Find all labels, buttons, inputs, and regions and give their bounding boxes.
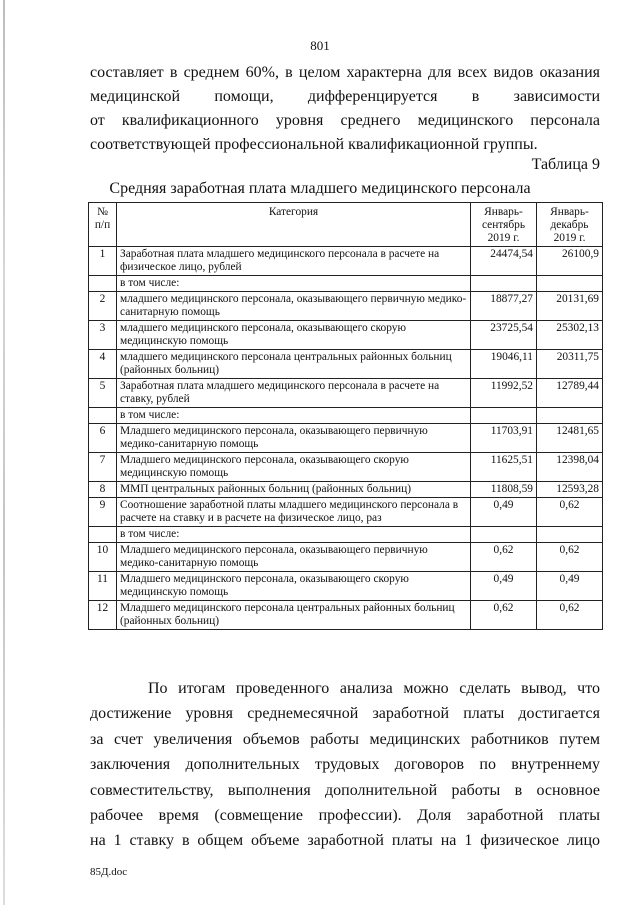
intro-paragraph [90,61,600,157]
row-category: младшего медицинского персонала, оказывающего первичную медико-санитарную помощь [117,292,471,321]
row-value-period-2: 0,49 [537,572,603,601]
row-number: 6 [89,424,117,453]
row-number: 3 [89,321,117,350]
table-body [89,247,603,630]
row-number: 10 [89,543,117,572]
row-number: 4 [89,350,117,379]
row-number: 5 [89,379,117,408]
row-value-period-2 [537,527,603,543]
row-category: в том числе: [117,527,471,543]
header-category: Категория [117,203,471,247]
row-category: Младшего медицинского персонала, оказывающего скорую медицинскую помощь [117,572,471,601]
row-value-period-2 [537,276,603,292]
row-category: младшего медицинского персонала центральных районных больниц (районных больниц) [117,350,471,379]
row-category: Младшего медицинского персонала, оказывающего скорую медицинскую помощь [117,453,471,482]
table-row [89,453,603,482]
table-header-row [89,203,603,247]
conclusion-line: По итогам проведенного анализа можно сделать вывод, что [148,680,600,697]
row-value-period-2: 20131,69 [537,292,603,321]
row-value-period-1: 24474,54 [471,247,537,276]
intro-line: соответствующей профессиональной квалификационной группы. [90,136,538,153]
table-title: Средняя заработная плата младшего медицинского персонала [109,180,531,197]
row-category: в том числе: [117,408,471,424]
salary-table [88,202,603,630]
row-value-period-1: 11992,52 [471,379,537,408]
row-number [89,527,117,543]
page-number: 801 [310,38,330,53]
row-number: 11 [89,572,117,601]
table-row [89,527,603,543]
table-row [89,408,603,424]
table-row [89,321,603,350]
table-row [89,482,603,498]
table-row [89,247,603,276]
conclusion-line: рабочее время (совмещение профессии). Доля заработной платы [90,806,600,824]
row-category: Заработная плата младшего медицинского персонала в расчете на физическое лицо, рублей [117,247,471,276]
table-row [89,379,603,408]
conclusion-line: заключения дополнительных трудовых договоров по внутреннему [90,756,600,774]
row-category: Младшего медицинского персонала, оказывающего первичную медико-санитарную помощь [117,543,471,572]
conclusion-paragraph [90,676,600,854]
row-value-period-2: 0,62 [537,498,603,527]
table-row [89,498,603,527]
header-period-1: Январь-сентябрь 2019 г. [471,203,537,247]
header-period-2: Январь-декабрь 2019 г. [537,203,603,247]
row-value-period-2: 0,62 [537,601,603,630]
row-number: 12 [89,601,117,630]
scan-edge-line [3,0,5,905]
row-number: 8 [89,482,117,498]
row-value-period-2: 12481,65 [537,424,603,453]
row-value-period-1: 11703,91 [471,424,537,453]
row-number: 1 [89,247,117,276]
intro-line: от квалификационного уровня среднего медицинского персонала [90,112,600,129]
row-value-period-1: 0,49 [471,498,537,527]
conclusion-line: совместительству, выполнения дополнительной работы в основное [90,781,600,799]
row-value-period-1 [471,408,537,424]
row-value-period-2: 0,62 [537,543,603,572]
row-value-period-1: 19046,11 [471,350,537,379]
row-category: Заработная плата младшего медицинского персонала в расчете на ставку, рублей [117,379,471,408]
row-value-period-2: 12789,44 [537,379,603,408]
conclusion-line: за счет увеличения объемов работы медицинских работников путем [90,730,600,748]
row-value-period-1: 11808,59 [471,482,537,498]
row-value-period-1: 0,49 [471,572,537,601]
row-number: 9 [89,498,117,527]
row-value-period-1: 23725,54 [471,321,537,350]
row-value-period-1 [471,276,537,292]
row-value-period-1: 11625,51 [471,453,537,482]
row-value-period-2: 12593,28 [537,482,603,498]
row-number [89,276,117,292]
table-row [89,276,603,292]
row-category: младшего медицинского персонала, оказывающего скорую медицинскую помощь [117,321,471,350]
intro-line: медицинской помощи, дифференцируется в зависимости [90,88,600,105]
row-value-period-2: 20311,75 [537,350,603,379]
row-number: 7 [89,453,117,482]
row-value-period-1: 0,62 [471,601,537,630]
row-category: ММП центральных районных больниц (районных больниц) [117,482,471,498]
header-num: № п/п [89,203,117,247]
row-category: Младшего медицинского персонала, оказывающего первичную медико-санитарную помощь [117,424,471,453]
conclusion-line: достижение уровня среднемесячной заработной платы достигается [90,705,600,723]
table-row [89,350,603,379]
row-value-period-1: 0,62 [471,543,537,572]
conclusion-line: на 1 ставку в общем объеме заработной платы на 1 физическое лицо [90,832,600,850]
row-value-period-2: 12398,04 [537,453,603,482]
table-row [89,292,603,321]
row-value-period-2 [537,408,603,424]
row-category: Соотношение заработной платы младшего медицинского персонала в расчете на ставку и в расчете на физическое лицо, раз [117,498,471,527]
footer-filename: 85Д.doc [90,866,128,878]
table-row [89,543,603,572]
table-row [89,572,603,601]
row-value-period-1 [471,527,537,543]
row-number [89,408,117,424]
table-row [89,424,603,453]
table-label: Таблица 9 [531,156,600,173]
row-value-period-2: 26100,9 [537,247,603,276]
table-row [89,601,603,630]
intro-line: составляет в среднем 60%, в целом характерна для всех видов оказания [90,64,600,81]
row-number: 2 [89,292,117,321]
row-value-period-2: 25302,13 [537,321,603,350]
row-category: Младшего медицинского персонала центральных районных больниц (районных больниц) [117,601,471,630]
row-value-period-1: 18877,27 [471,292,537,321]
row-category: в том числе: [117,276,471,292]
